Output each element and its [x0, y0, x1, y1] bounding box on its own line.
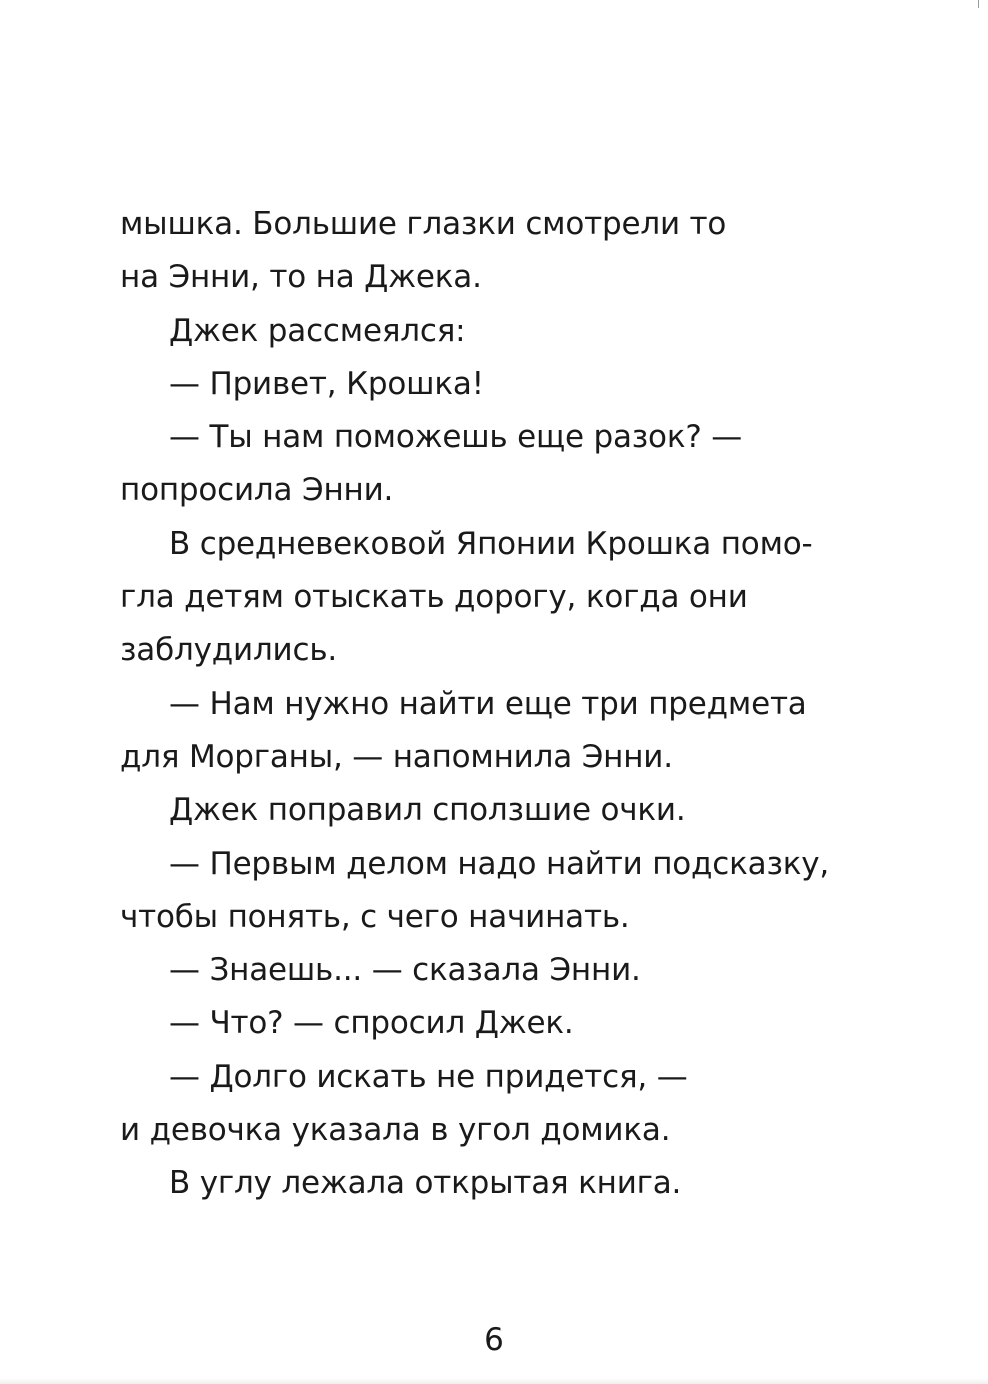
text-line: заблудились. [120, 632, 338, 669]
page-edge-shade [0, 1378, 988, 1384]
text-line: Джек рассмеялся: [169, 312, 466, 349]
text-line: — Нам нужно найти еще три предмета [169, 685, 807, 722]
text-line: и девочка указала в угол домика. [120, 1112, 671, 1149]
page-number: 6 [484, 1322, 504, 1358]
crop-mark [978, 0, 979, 8]
text-line: — Ты нам поможешь еще разок? — [169, 419, 743, 456]
text-line: Джек поправил сползшие очки. [169, 792, 686, 829]
text-line: мышка. Большие глазки смотрели то [120, 206, 727, 242]
text-line: чтобы понять, с чего начинать. [120, 898, 630, 935]
body-text [120, 198, 840, 1211]
text-line: на Энни, то на Джека. [120, 259, 482, 296]
text-line: — Знаешь... — сказала Энни. [169, 952, 641, 989]
text-line: попросила Энни. [120, 472, 394, 509]
text-line: — Первым делом надо найти подсказку, [169, 845, 830, 882]
text-line: гла детям отыскать дорогу, когда они [120, 579, 748, 616]
text-line: — Долго искать не придется, — [169, 1058, 688, 1095]
text-line: В средневековой Японии Крошка помо- [169, 525, 813, 562]
text-line: В углу лежала открытая книга. [169, 1165, 682, 1202]
text-line: — Что? — спросил Джек. [169, 1005, 574, 1042]
text-line: для Морганы, — напомнила Энни. [120, 738, 673, 775]
text-line: — Привет, Крошка! [169, 365, 484, 402]
